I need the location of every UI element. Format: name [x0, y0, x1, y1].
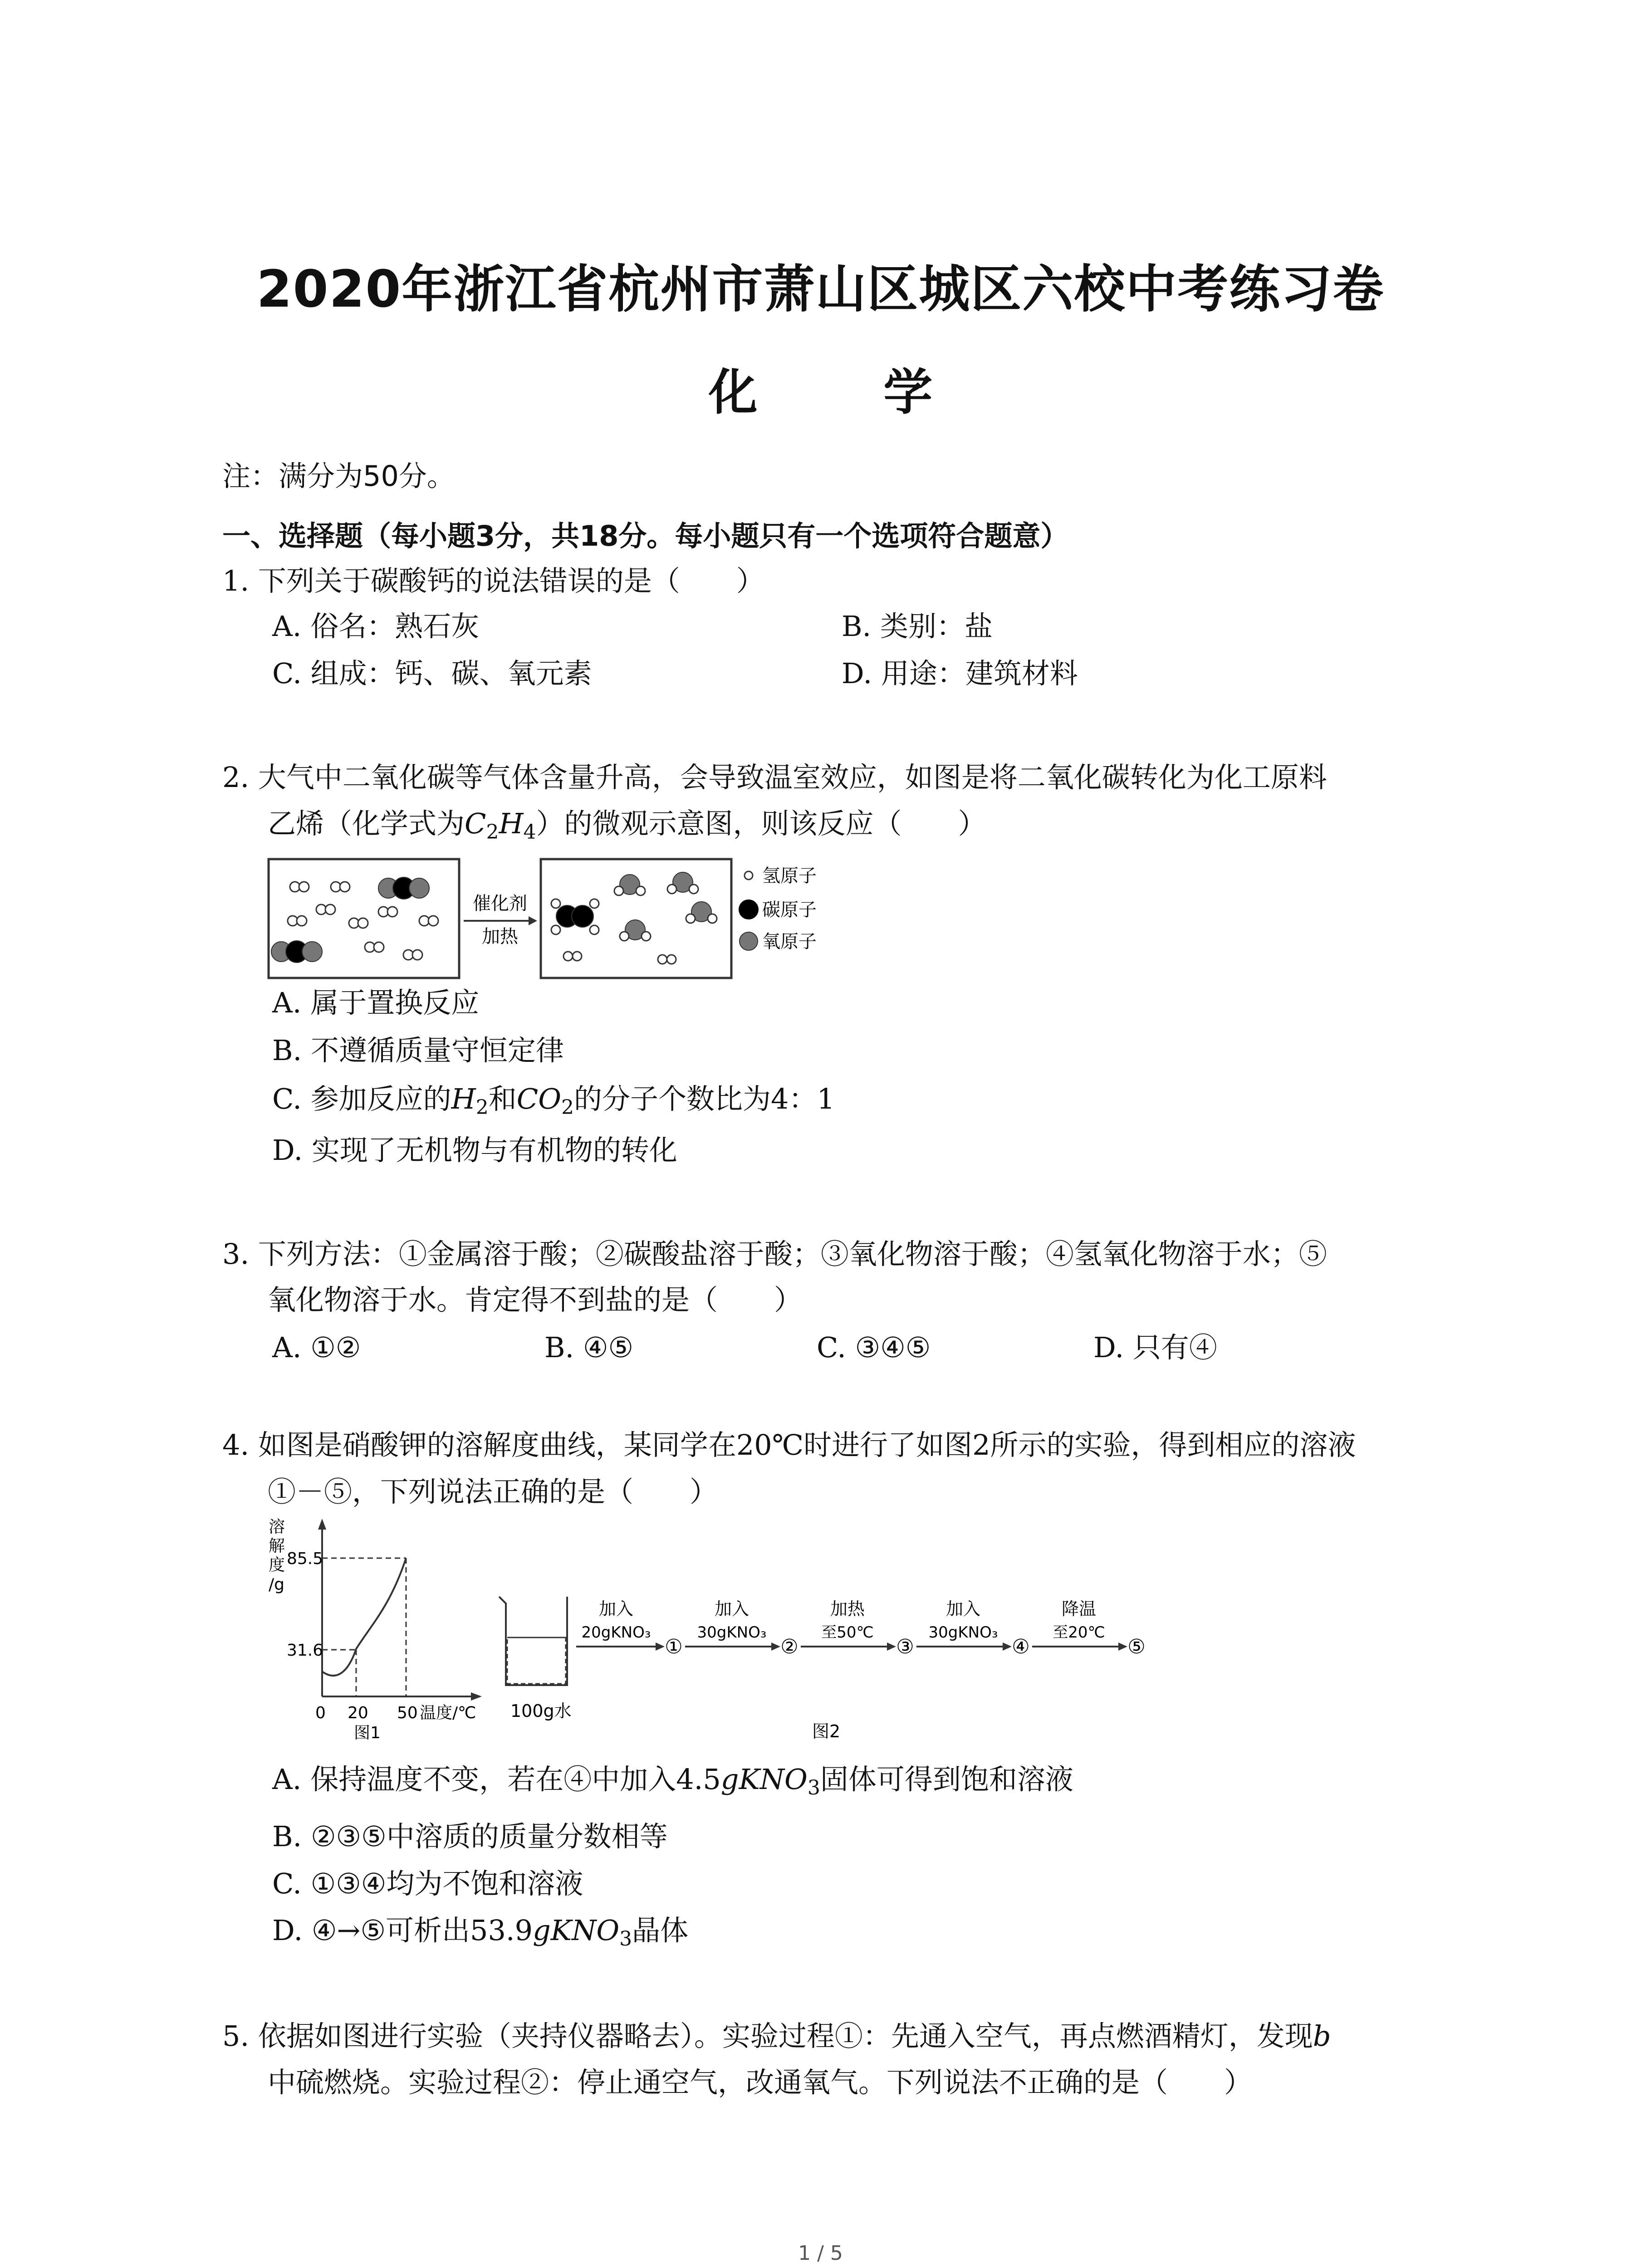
q4-process-diagram: [495, 1579, 1202, 1746]
x-axis-label: 温度/℃: [420, 1704, 476, 1722]
page-title: 2020年浙江省杭州市萧山区城区六校中考练习卷: [256, 260, 1385, 319]
legend-oxygen: 氧原子: [762, 931, 817, 952]
q3-option-c: C. ③④⑤: [817, 1331, 931, 1364]
q1-option-d: D. 用途：建筑材料: [842, 657, 1078, 690]
q2-stem-line2: 乙烯（化学式为$C_2H_4$）的微观示意图，则该反应（ ）: [268, 807, 986, 844]
score-note: 注：满分为50分。: [222, 459, 455, 493]
step4-amount: 30gKNO₃: [928, 1623, 998, 1642]
step2-action: 加入: [714, 1599, 749, 1619]
q2-stem-line1: 2. 大气中二氧化碳等气体含量升高，会导致温室效应，如图是将二氧化碳转化为化工原料: [222, 761, 1327, 794]
step1-action: 加入: [598, 1599, 634, 1619]
y-label-char-1: 溶: [269, 1518, 285, 1536]
q3-stem-line2: 氧化物溶于水。肯定得不到盐的是（ ）: [268, 1283, 803, 1316]
subject-title: 化 学: [708, 364, 987, 421]
q4-option-c: C. ①③④均为不饱和溶液: [272, 1867, 583, 1900]
section-heading: 一、选择题（每小题3分，共18分。每小题只有一个选项符合题意）: [222, 519, 1069, 552]
x-tick-20: 20: [348, 1704, 368, 1722]
figure2-caption: 图2: [812, 1721, 841, 1741]
heating-label: 加热: [482, 926, 518, 947]
solution-5: ⑤: [1127, 1635, 1146, 1658]
y-tick-31-6: 31.6: [287, 1641, 323, 1660]
legend-hydrogen: 氢原子: [762, 865, 817, 886]
q2-option-a: A. 属于置换反应: [272, 986, 480, 1019]
water-label: 100g水: [510, 1701, 572, 1721]
y-label-char-4: /g: [269, 1575, 284, 1594]
q5-stem-line2: 中硫燃烧。实验过程②：停止通空气，改通氧气。下列说法不正确的是（ ）: [268, 2066, 1253, 2099]
q4-stem-line2: ①－⑤，下列说法正确的是（ ）: [268, 1475, 718, 1508]
legend-carbon: 碳原子: [762, 899, 817, 920]
q1-stem: 1. 下列关于碳酸钙的说法错误的是（ ）: [222, 564, 764, 597]
q3-option-d: D. 只有④: [1093, 1331, 1217, 1364]
step5-action: 降温: [1061, 1599, 1097, 1619]
page-number: 1 / 5: [798, 2242, 843, 2265]
q2-molecule-diagram: [263, 853, 898, 989]
q1-option-c: C. 组成：钙、碳、氧元素: [272, 657, 592, 690]
step5-condition: 至20℃: [1053, 1623, 1105, 1642]
y-label-char-2: 解: [269, 1537, 285, 1555]
solution-4: ④: [1012, 1635, 1030, 1658]
step1-amount: 20gKNO₃: [581, 1623, 651, 1642]
q4-solubility-chart: [259, 1515, 495, 1742]
step2-amount: 30gKNO₃: [697, 1623, 767, 1642]
q5-stem-line1: 5. 依据如图进行实验（夹持仪器略去）。实验过程①：先通入空气，再点燃酒精灯，发现b: [222, 2019, 1331, 2053]
y-label-char-3: 度: [269, 1556, 285, 1574]
y-tick-85-5: 85.5: [287, 1549, 323, 1568]
solution-1: ①: [665, 1635, 683, 1658]
catalyst-label: 催化剂: [473, 893, 527, 914]
q2-option-d: D. 实现了无机物与有机物的转化: [272, 1134, 677, 1167]
step4-action: 加入: [945, 1599, 981, 1619]
q2-option-c: C. 参加反应的$H_2$和$CO_2$的分子个数比为4：1: [272, 1082, 835, 1119]
x-tick-0: 0: [315, 1704, 326, 1722]
q2-option-b: B. 不遵循质量守恒定律: [272, 1034, 564, 1067]
step3-action: 加热: [830, 1599, 865, 1619]
solution-3: ③: [896, 1635, 914, 1658]
x-tick-50: 50: [397, 1704, 418, 1722]
q4-stem-line1: 4. 如图是硝酸钾的溶解度曲线，某同学在20℃时进行了如图2所示的实验，得到相应的溶液: [222, 1428, 1356, 1461]
solution-2: ②: [780, 1635, 798, 1658]
q3-option-a: A. ①②: [272, 1331, 361, 1364]
q3-stem-line1: 3. 下列方法：①金属溶于酸；②碳酸盐溶于酸；③氧化物溶于酸；④氢氧化物溶于水；⑤: [222, 1237, 1327, 1271]
q1-option-a: A. 俗名：熟石灰: [272, 610, 480, 643]
q1-option-b: B. 类别：盐: [842, 610, 993, 643]
step3-condition: 至50℃: [821, 1623, 874, 1642]
q4-option-b: B. ②③⑤中溶质的质量分数相等: [272, 1820, 668, 1853]
q3-option-b: B. ④⑤: [544, 1331, 634, 1364]
q4-option-d: D. ④→⑤可析出53.9gKNO$_3$晶体: [272, 1914, 689, 1950]
figure1-caption: 图1: [354, 1724, 381, 1742]
q4-option-a: A. 保持温度不变，若在④中加入4.5gKNO$_3$固体可得到饱和溶液: [272, 1763, 1073, 1799]
